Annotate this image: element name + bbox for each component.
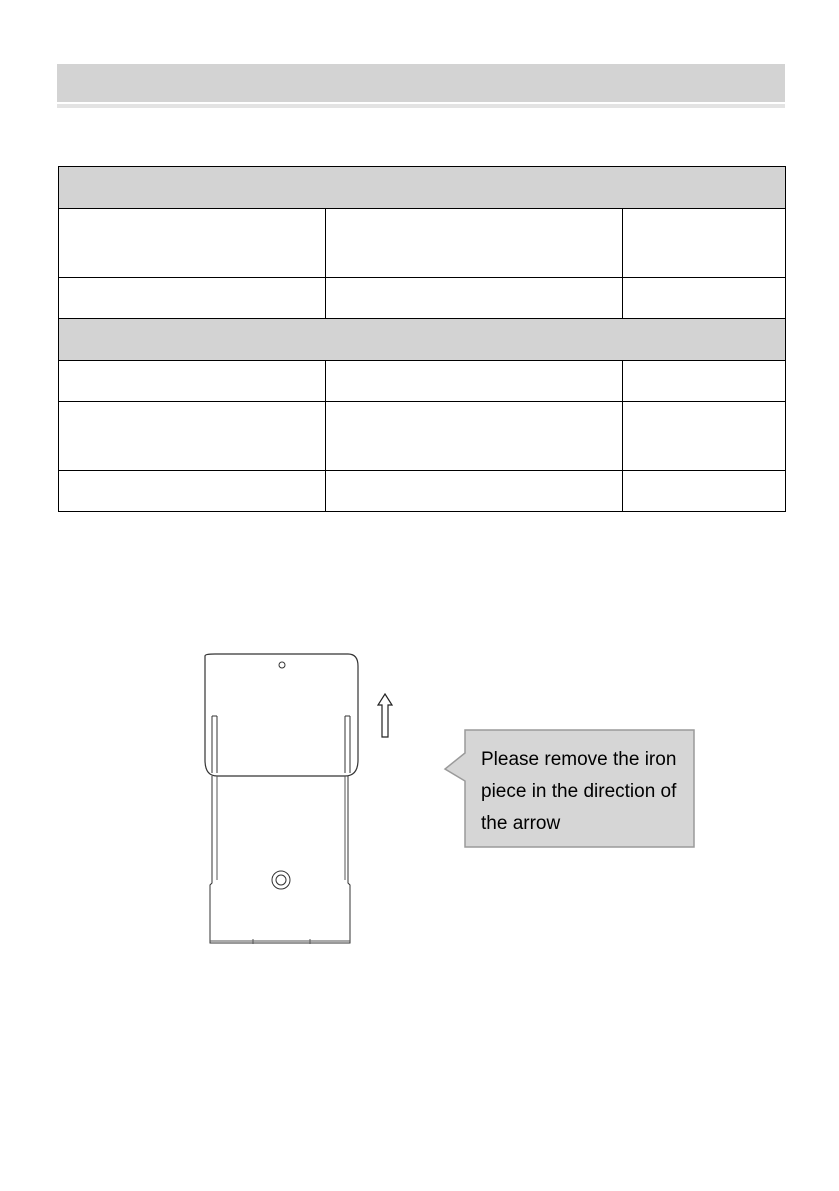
table-cell <box>326 278 623 319</box>
table-row <box>59 471 786 512</box>
section-title <box>59 319 786 361</box>
table-row <box>59 361 786 402</box>
table-cell <box>59 209 326 278</box>
table-cell <box>623 471 786 512</box>
table-cell <box>59 361 326 402</box>
table-cell <box>59 402 326 471</box>
header-divider <box>57 104 785 108</box>
table-cell <box>623 209 786 278</box>
table-row <box>59 402 786 471</box>
table-cell <box>623 278 786 319</box>
table-row <box>59 209 786 278</box>
table-cell <box>326 361 623 402</box>
up-arrow-icon <box>376 693 394 739</box>
table-section-header <box>59 319 786 361</box>
table-cell <box>623 361 786 402</box>
table-cell <box>59 278 326 319</box>
spec-table <box>58 166 786 512</box>
table-cell <box>59 471 326 512</box>
table-section-header <box>59 167 786 209</box>
callout-text: Please remove the iron piece in the direction of the arrow <box>481 749 677 834</box>
table-cell <box>623 402 786 471</box>
section-title <box>59 167 786 209</box>
header-bar <box>57 64 785 102</box>
table-cell <box>326 471 623 512</box>
table-row <box>59 278 786 319</box>
table-cell <box>326 209 623 278</box>
table-cell <box>326 402 623 471</box>
